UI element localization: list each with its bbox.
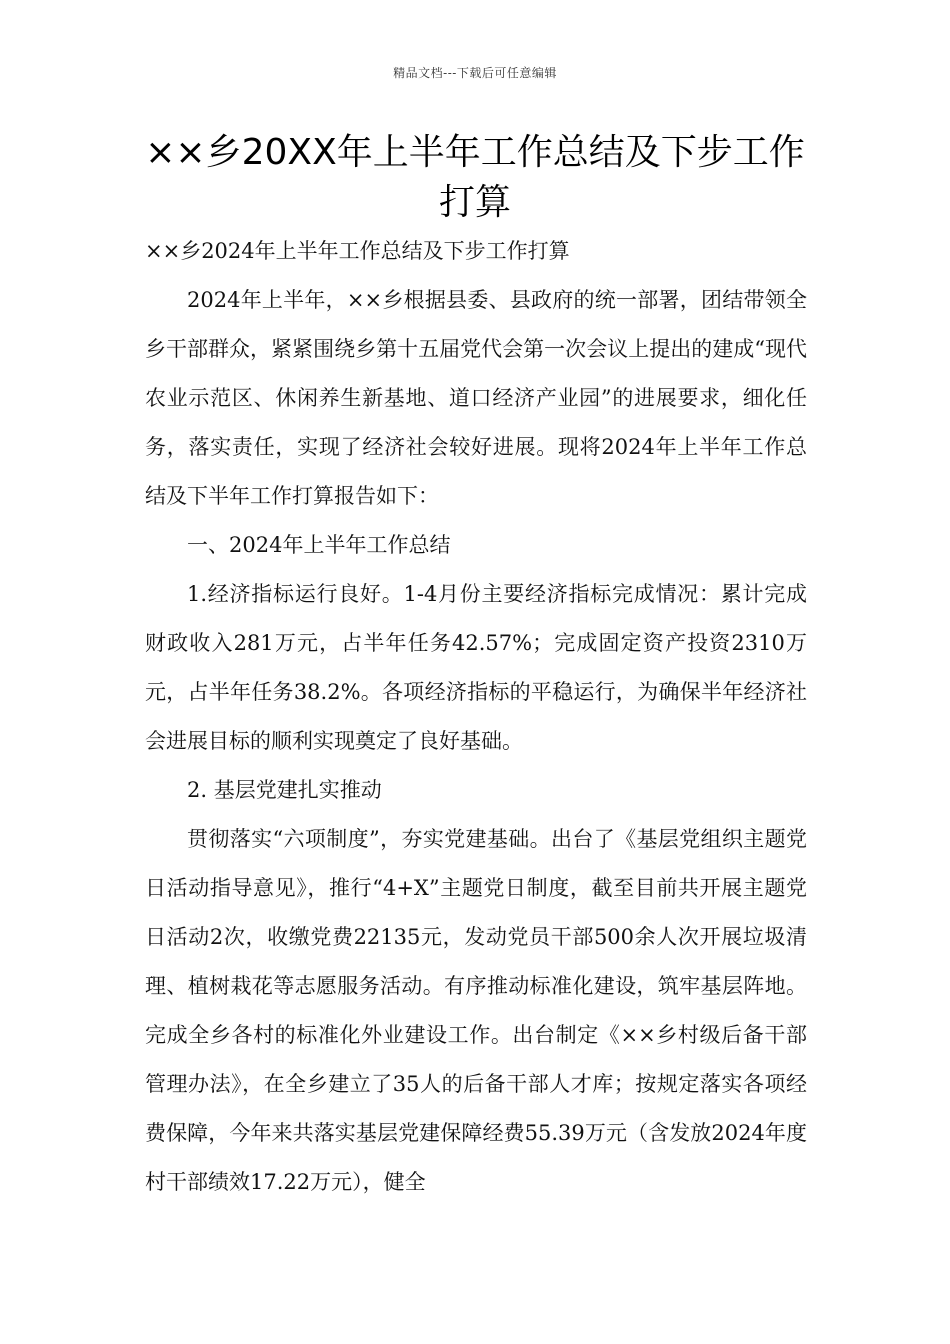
document-body (145, 227, 807, 1207)
economy-paragraph: 1.经济指标运行良好。1-4月份主要经济指标完成情况：累计完成财政收入281万元，占半年任务42.57%；完成固定资产投资2310万元，占半年任务38.2%。各项经济指标的平稳运行，为确保半年经济社会进展目标的顺利实现奠定了良好基础。 (145, 582, 807, 753)
subtitle-paragraph: ××乡2024年上半年工作总结及下步工作打算 (145, 239, 570, 263)
section-heading: 一、2024年上半年工作总结 (187, 533, 451, 557)
intro-paragraph: 2024年上半年，××乡根据县委、县政府的统一部署，团结带领全乡干部群众，紧紧围绕乡第十五届党代会第一次会议上提出的建成“现代农业示范区、休闲养生新基地、道口经济产业园”的进展要求，细化任务，落实责任，实现了经济社会较好进展。现将2024年上半年工作总结及下半年工作打算报告如下： (145, 288, 807, 508)
header-note: 精品文档---下载后可任意编辑 (393, 66, 557, 80)
subsection-heading: 2. 基层党建扎实推动 (187, 778, 382, 802)
party-building-paragraph: 贯彻落实“六项制度”，夯实党建基础。出台了《基层党组织主题党日活动指导意见》，推行“4+X”主题党日制度，截至目前共开展主题党日活动2次，收缴党费22135元，发动党员干部500余人次开展垃圾清理、植树栽花等志愿服务活动。有序推动标准化建设，筑牢基层阵地。完成全乡各村的标准化外业建设工作。出台制定《××乡村级后备干部管理办法》，在全乡建立了35人的后备干部人才库；按规定落实各项经费保障，今年来共落实基层党建保障经费55.39万元（含发放2024年度村干部绩效17.22万元），健全 (145, 827, 807, 1194)
document-title: ××乡20XX年上半年工作总结及下步工作打算 (145, 132, 805, 223)
